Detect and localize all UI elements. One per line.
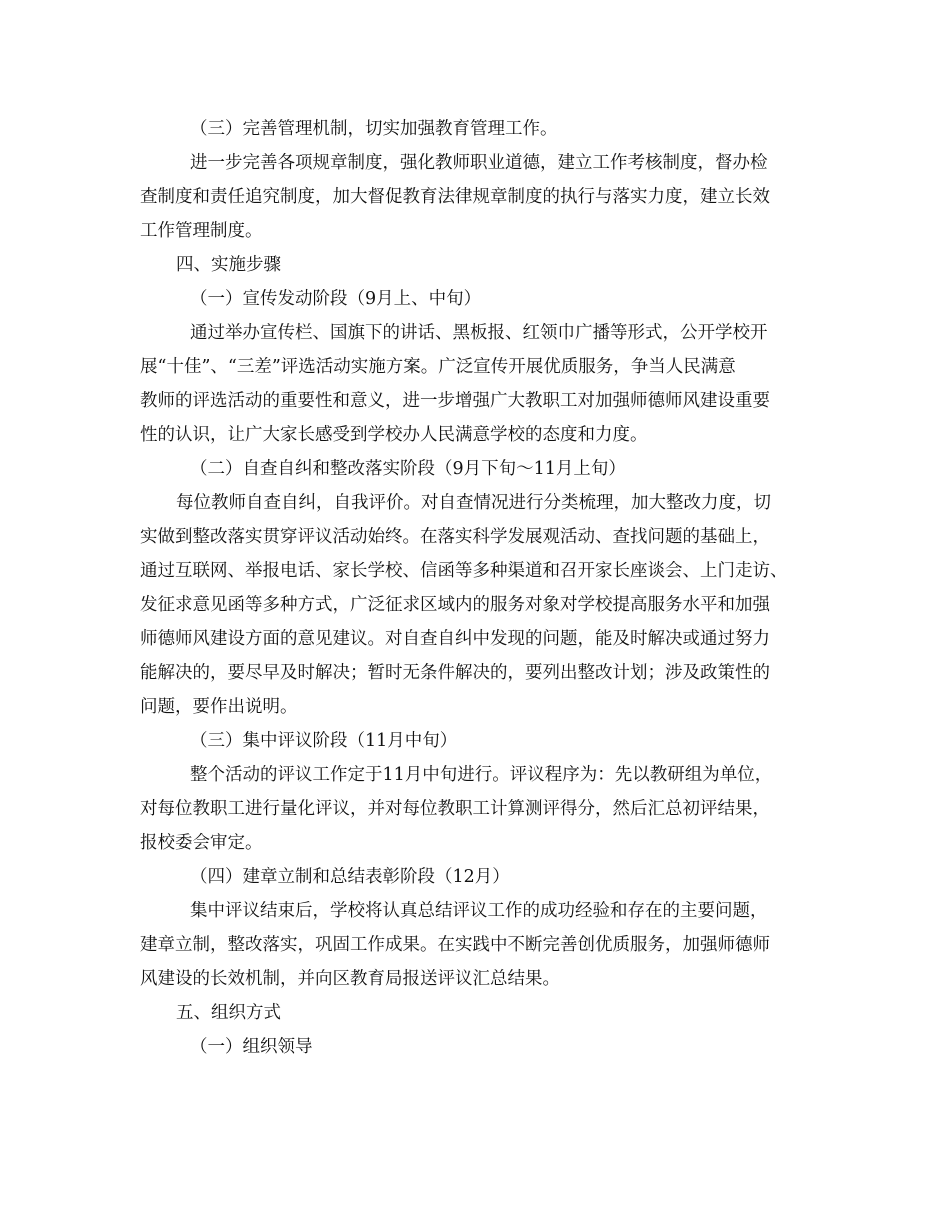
- subheading-publicity-stage: （一）宣传发动阶段（9月上、中旬）: [190, 289, 482, 309]
- paragraph-line: 能解决的，要尽早及时解决；暂时无条件解决的，要列出整改计划；涉及政策性的: [140, 663, 770, 683]
- paragraph-line: 进一步完善各项规章制度，强化教师职业道德，建立工作考核制度，督办检: [190, 153, 768, 173]
- subheading-review-stage: （三）集中评议阶段（11月中旬）: [190, 731, 458, 751]
- subheading-summary-stage: （四）建章立制和总结表彰阶段（12月）: [190, 867, 510, 887]
- paragraph-line: 集中评议结束后，学校将认真总结评议工作的成功经验和存在的主要问题，: [190, 901, 768, 921]
- paragraph-line: 报校委会审定。: [140, 833, 263, 853]
- paragraph-line: 性的认识，让广大家长感受到学校办人民满意学校的态度和力度。: [140, 425, 648, 445]
- paragraph-line: 建章立制，整改落实，巩固工作成果。在实践中不断完善创优质服务，加强师德师: [140, 935, 770, 955]
- paragraph-line: 通过互联网、举报电话、家长学校、信函等多种渠道和召开家长座谈会、上门走访、: [140, 561, 788, 581]
- paragraph-line: 风建设的长效机制，并向区教育局报送评议汇总结果。: [140, 969, 560, 989]
- paragraph-line: 实做到整改落实贯穿评议活动始终。在落实科学发展观活动、查找问题的基础上，: [140, 527, 770, 547]
- paragraph-line: 展“十佳”、“三差”评选活动实施方案。广泛宣传开展优质服务，争当人民满意: [140, 357, 736, 377]
- paragraph-line: 教师的评选活动的重要性和意义，进一步增强广大教职工对加强师德师风建设重要: [140, 391, 770, 411]
- paragraph-line: 发征求意见函等多种方式，广泛征求区域内的服务对象对学校提高服务水平和加强: [140, 595, 770, 615]
- section-heading-implementation-steps: 四、实施步骤: [176, 255, 281, 275]
- paragraph-line: 对每位教职工进行量化评议，并对每位教职工计算测评得分，然后汇总初评结果，: [140, 799, 770, 819]
- paragraph-line: 每位教师自查自纠，自我评价。对自查情况进行分类梳理，加大整改力度，切: [176, 493, 771, 513]
- section-heading-organization: 五、组织方式: [176, 1003, 281, 1023]
- subheading-self-check-stage: （二）自查自纠和整改落实阶段（9月下旬～11月上旬）: [190, 459, 626, 479]
- paragraph-line: 问题，要作出说明。: [140, 697, 298, 717]
- paragraph-line: 整个活动的评议工作定于11月中旬进行。评议程序为：先以教研组为单位，: [190, 765, 773, 785]
- subheading-organization-leadership: （一）组织领导: [190, 1037, 313, 1057]
- paragraph-line: 查制度和责任追究制度，加大督促教育法律规章制度的执行与落实力度，建立长效: [140, 187, 770, 207]
- paragraph-line: 通过举办宣传栏、国旗下的讲话、黑板报、红领巾广播等形式，公开学校开: [190, 323, 768, 343]
- paragraph-line: 师德师风建设方面的意见建议。对自查自纠中发现的问题，能及时解决或通过努力: [140, 629, 770, 649]
- paragraph-line: 工作管理制度。: [140, 221, 263, 241]
- subheading-improve-management: （三）完善管理机制，切实加强教育管理工作。: [190, 119, 558, 139]
